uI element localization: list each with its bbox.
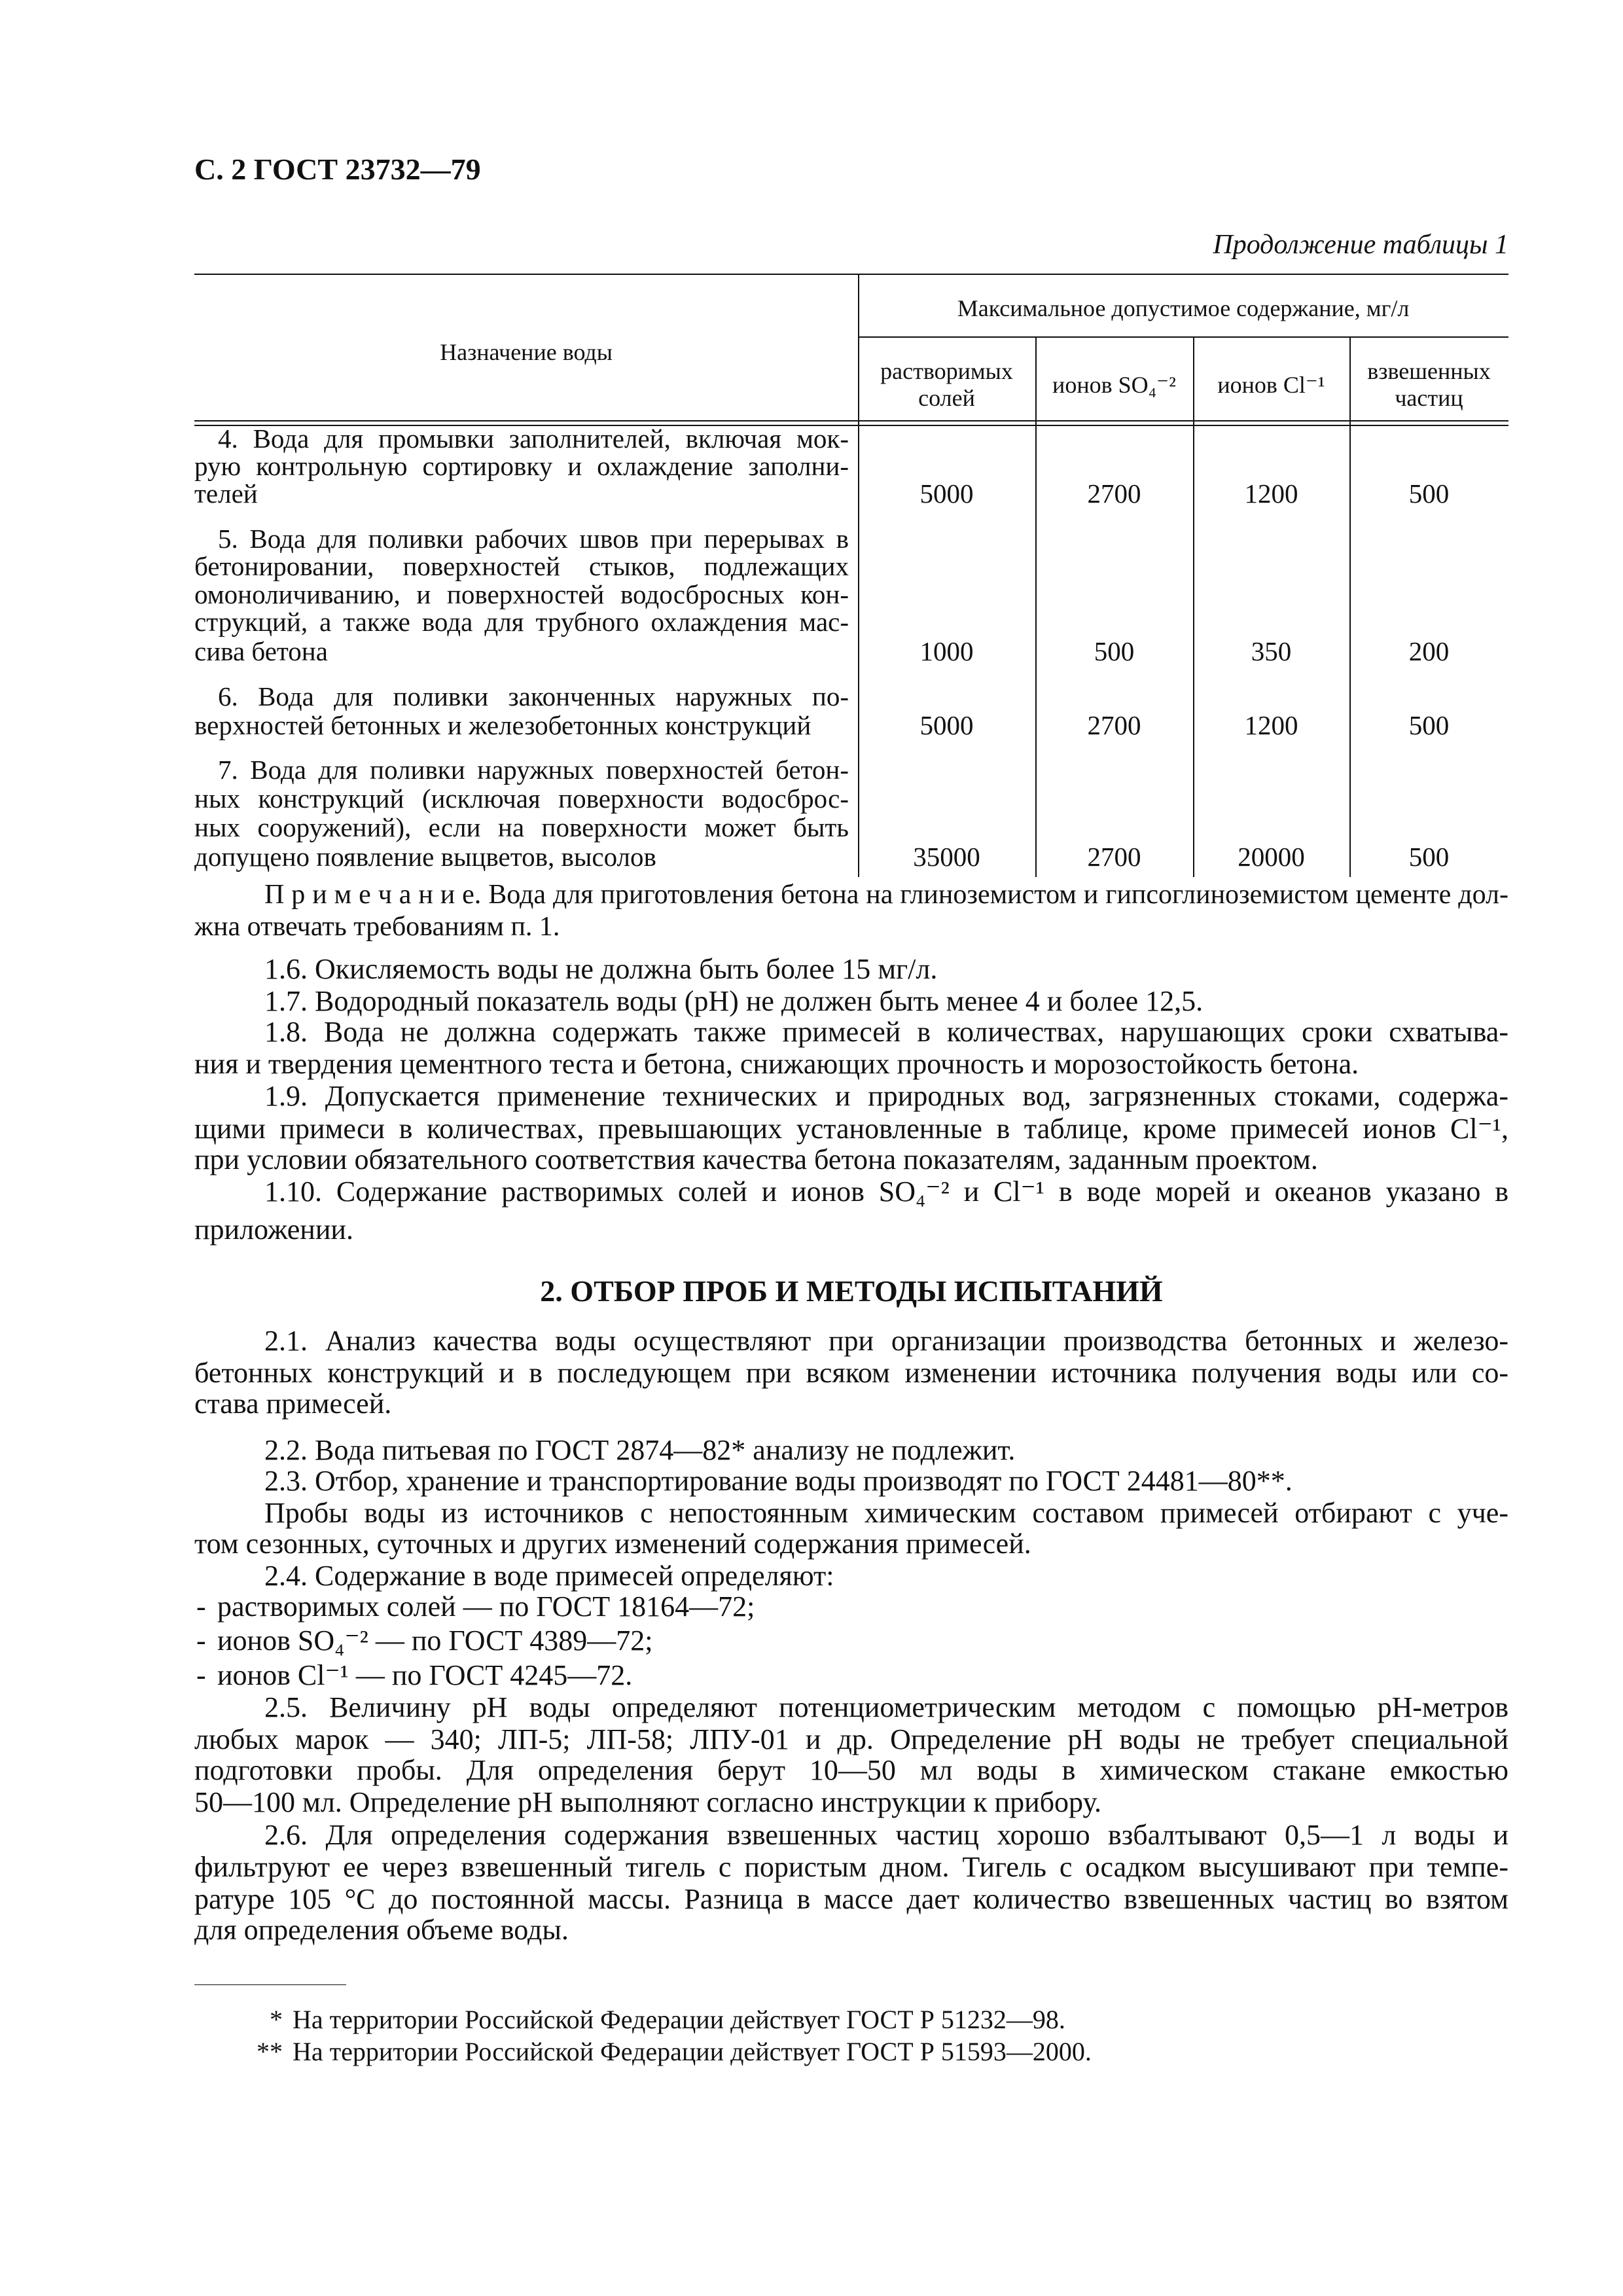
column-header-line: ионов SO₄⁻² (1052, 372, 1176, 398)
table-row-text: ных сооружений), если на поверхности может быть (194, 812, 849, 842)
paragraph-line: ратуре 105 °С до постоянной массы. Разница в массе дает количество взвешенных частиц во взятом (194, 1883, 1508, 1915)
paragraph-line: 50—100 мл. Определение pH выполняют согласно инструкции к прибору. (194, 1786, 1102, 1818)
footnote-text: На территории Российской Федерации действует ГОСТ Р 51232—98. (293, 2005, 1065, 2034)
paragraph-line: подготовки пробы. Для определения берут 10—50 мл воды в химическом стакане емкостью (194, 1754, 1508, 1786)
table-cell-value: 2700 (1087, 710, 1141, 740)
table-cell-value: 5000 (919, 478, 974, 509)
table-cell-value: 5000 (919, 710, 974, 740)
table-row-text: ных конструкций (исключая поверхности водосброс- (194, 783, 849, 814)
list-item: ионов SO₄⁻² — по ГОСТ 4389—72; (217, 1624, 653, 1657)
table-cell-value: 500 (1094, 636, 1135, 666)
table-cell-value: 200 (1408, 636, 1450, 666)
table-row-text: 7. Вода для поливки наружных поверхностей бетон- (218, 755, 849, 785)
table-cell-value: 1000 (919, 636, 974, 666)
table-header-double-rule (194, 420, 1508, 422)
table-top-rule (194, 274, 1508, 275)
paragraph-line: щими примеси в количествах, превышающих установленные в таблице, кроме примесей ионов Cl⁻¹, (194, 1113, 1508, 1145)
column-header-line: солей (918, 385, 975, 411)
section-heading: 2. ОТБОР ПРОБ И МЕТОДЫ ИСПЫТАНИЙ (540, 1274, 1163, 1308)
note-line: жна отвечать требованиям п. 1. (194, 912, 560, 942)
paragraph-line: при условии обязательного соответствия качества бетона показателям, заданным проектом. (194, 1143, 1318, 1175)
paragraph-line: Пробы воды из источников с непостоянным химическим составом примесей отбирают с уче- (264, 1497, 1508, 1529)
table-group-rule (858, 336, 1508, 338)
column-header-line: растворимых (880, 358, 1013, 384)
table-cell-value: 350 (1251, 636, 1292, 666)
paragraph-line: 2.1. Анализ качества воды осуществляют при организации производства бетонных и железо- (264, 1325, 1508, 1357)
paragraph-line: 1.8. Вода не должна содержать также примесей в количествах, нарушающих сроки схватыва- (264, 1016, 1508, 1048)
table-row-text: сива бетона (194, 636, 328, 666)
note-line: П р и м е ч а н и е. Вода для приготовления бетона на глиноземистом и гипсоглиноземистом цементе дол- (264, 880, 1508, 910)
list-bullet: - (196, 1624, 206, 1657)
table-continuation-label: Продолжение таблицы 1 (1213, 230, 1508, 260)
paragraph-line: 2.2. Вода питьевая по ГОСТ 2874—82* анализу не подлежит. (264, 1434, 1016, 1466)
list-bullet: - (196, 1659, 206, 1691)
column-header-line: взвешенных (1367, 358, 1491, 384)
footnote-rule (194, 1984, 346, 1985)
footnote-mark: ** (257, 2037, 283, 2066)
paragraph-line: 2.5. Величину pH воды определяют потенциометрическим методом с помощью pH-метров (264, 1691, 1508, 1723)
footnote-text: На территории Российской Федерации действует ГОСТ Р 51593—2000. (293, 2037, 1092, 2066)
table-row-text: телей (194, 478, 258, 509)
list-bullet: - (196, 1590, 206, 1623)
table-row-text: струкций, а также вода для трубного охлаждения мас- (194, 607, 849, 637)
list-item: ионов Cl⁻¹ — по ГОСТ 4245—72. (217, 1659, 633, 1691)
paragraph-line: 1.7. Водородный показатель воды (pH) не должен быть менее 4 и более 12,5. (264, 985, 1204, 1017)
paragraph-line: 1.6. Окисляемость воды не должна быть более 15 мг/л. (264, 953, 938, 985)
column-header-line: ионов Cl⁻¹ (1217, 372, 1325, 398)
paragraph-line: ния и твердения цементного теста и бетона, снижающих прочность и морозостойкость бетона. (194, 1048, 1359, 1080)
paragraph-line: 2.3. Отбор, хранение и транспортирование воды производят по ГОСТ 24481—80**. (264, 1465, 1293, 1497)
paragraph-line: 1.9. Допускается применение технических и природных вод, загрязненных стоками, содержа- (264, 1080, 1508, 1112)
paragraph-line: 1.10. Содержание растворимых солей и ионов SO₄⁻² и Cl⁻¹ в воде морей и океанов указано в (264, 1175, 1508, 1208)
table-row-text: допущено появление выцветов, высолов (194, 842, 656, 872)
column-header-purpose: Назначение воды (440, 339, 613, 365)
table-column-divider (1035, 336, 1037, 877)
list-item: растворимых солей — по ГОСТ 18164—72; (217, 1590, 755, 1623)
column-group-header: Максимальное допустимое содержание, мг/л (957, 295, 1410, 321)
paragraph-line: приложении. (194, 1213, 353, 1246)
table-row-text: 6. Вода для поливки законченных наружных по- (218, 681, 849, 711)
table-cell-value: 1200 (1244, 478, 1298, 509)
paragraph-line: става примесей. (194, 1388, 392, 1420)
table-row-text: омоноличиванию, и поверхностей водосбросных кон- (194, 579, 849, 609)
table-cell-value: 2700 (1087, 842, 1141, 872)
paragraph-line: любых марок — 340; ЛП-5; ЛП-58; ЛПУ-01 и др. Определение pH воды не требует специальной (194, 1723, 1508, 1755)
table-cell-value: 500 (1408, 710, 1450, 740)
table-cell-value: 1200 (1244, 710, 1298, 740)
paragraph-line: том сезонных, суточных и других изменений содержания примесей. (194, 1528, 1031, 1560)
table-cell-value: 500 (1408, 478, 1450, 509)
table-row-text: 5. Вода для поливки рабочих швов при перерывах в (218, 524, 849, 554)
table-column-divider (1349, 336, 1351, 877)
footnote-mark: * (270, 2005, 283, 2034)
paragraph-line: для определения объеме воды. (194, 1914, 569, 1946)
paragraph-line: бетонных конструкций и в последующем при всяком изменении источника получения воды или со- (194, 1357, 1508, 1389)
page-header: С. 2 ГОСТ 23732—79 (194, 152, 481, 186)
table-cell-value: 500 (1408, 842, 1450, 872)
table-column-divider (1193, 336, 1194, 877)
table-row-text: верхностей бетонных и железобетонных конструкций (194, 710, 812, 740)
table-row-text: рую контрольную сортировку и охлаждение заполни- (194, 451, 849, 481)
paragraph-line: 2.4. Содержание в воде примесей определяют: (264, 1560, 834, 1592)
table-row-text: 4. Вода для промывки заполнителей, включая мок- (218, 423, 849, 454)
column-header-line: частиц (1395, 385, 1463, 411)
table-row-text: бетонировании, поверхностей стыков, подлежащих (194, 551, 849, 581)
table-cell-value: 2700 (1087, 478, 1141, 509)
table-cell-value: 20000 (1238, 842, 1305, 872)
paragraph-line: 2.6. Для определения содержания взвешенных частиц хорошо взбалтывают 0,5—1 л воды и (264, 1819, 1508, 1851)
paragraph-line: фильтруют ее через взвешенный тигель с пористым дном. Тигель с осадком высушивают при темпе- (194, 1851, 1508, 1883)
table-cell-value: 35000 (913, 842, 980, 872)
